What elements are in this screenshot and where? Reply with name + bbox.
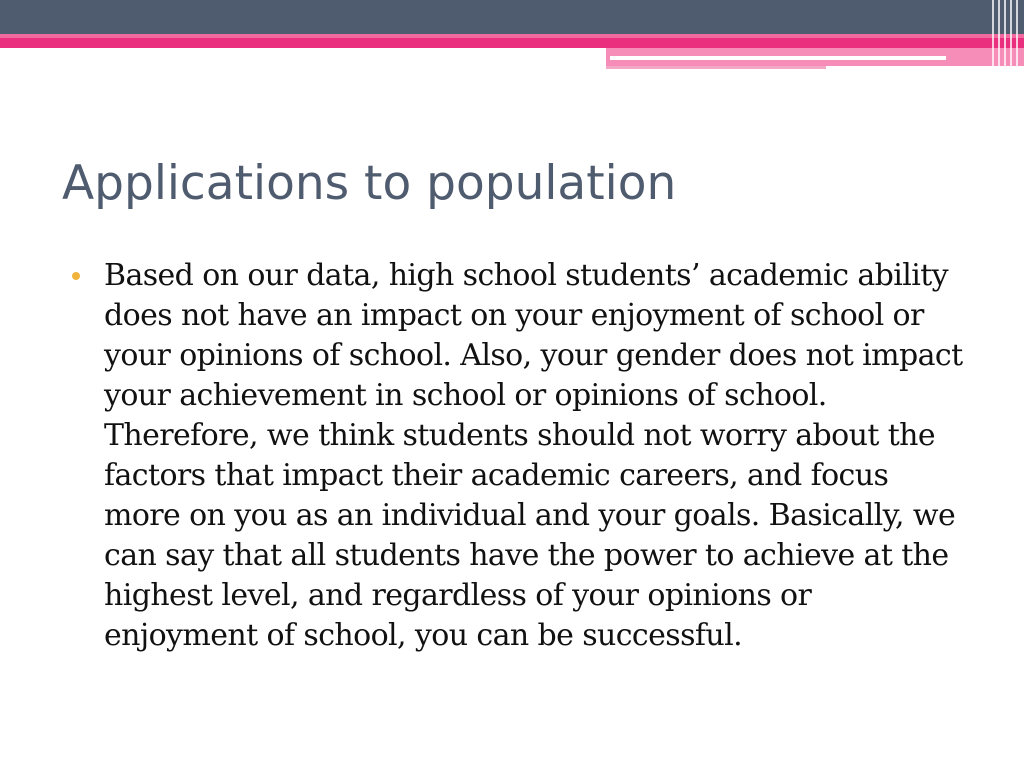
bullet-item bbox=[66, 256, 966, 656]
bullet-text: Based on our data, high school students’ academic ability does not have an impact on your enjoyment of school or your opinions of school. Also, your gender does not impact your achievement in school or opinions of school. Therefore, we think students should not worry about the factors that impact their academic careers, and focus more on you as an individual and your goals. Basically, we can say that all students have the power to achieve at the highest level, and regardless of your opinions or enjoyment of school, you can be successful. bbox=[104, 258, 963, 653]
header-band bbox=[0, 0, 1024, 34]
header-accent-line bbox=[610, 56, 946, 60]
slide-content bbox=[66, 256, 966, 656]
bullet-dot-icon bbox=[72, 272, 80, 280]
header-accent-underline bbox=[606, 66, 826, 69]
header-accent-highlight bbox=[0, 34, 1024, 38]
slide-title: Applications to population bbox=[62, 156, 677, 211]
header-stripes bbox=[988, 0, 1024, 70]
